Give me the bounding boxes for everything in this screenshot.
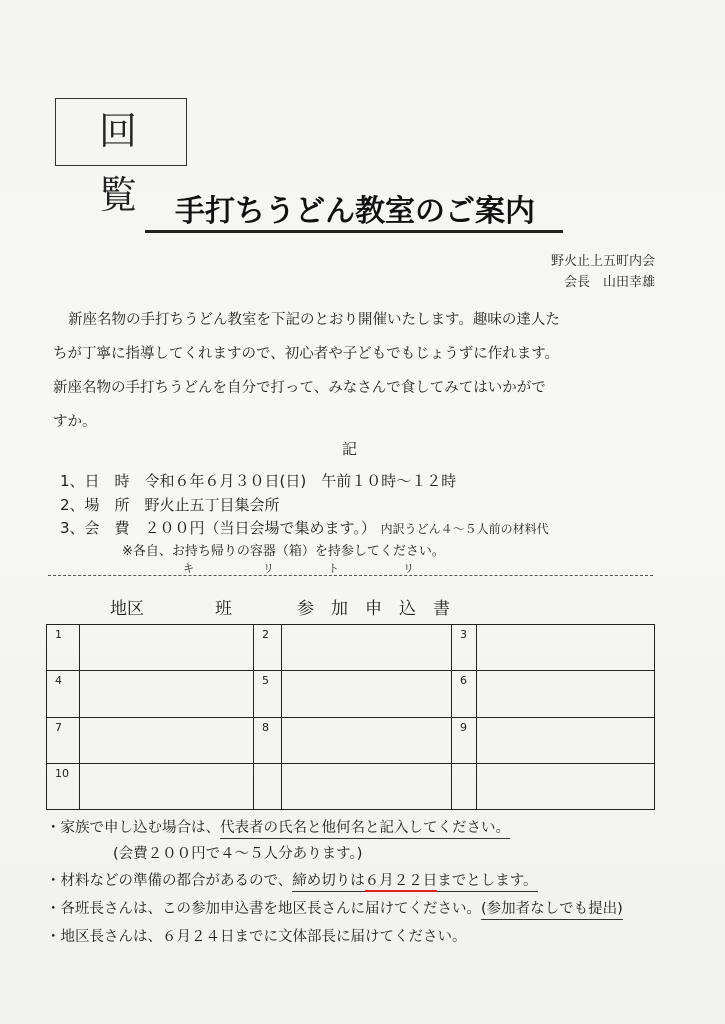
cell-number bbox=[254, 763, 282, 809]
cell-number: 2 bbox=[254, 625, 282, 671]
cell-number: 4 bbox=[47, 671, 80, 717]
name-cell[interactable] bbox=[282, 671, 452, 717]
cell-number: 3 bbox=[452, 625, 477, 671]
circulation-stamp: 回覧 bbox=[55, 98, 187, 166]
intro-line: 新座名物の手打ちうどん教室を下記のとおり開催いたします。趣味の達人た bbox=[68, 312, 560, 328]
name-cell[interactable] bbox=[80, 625, 254, 671]
name-cell[interactable] bbox=[282, 625, 452, 671]
intro-line: ちが丁寧に指導してくれますので、初心者や子どもでもじょうずに作れます。 bbox=[53, 346, 560, 362]
name-cell[interactable] bbox=[80, 717, 254, 763]
fee-main: 3、会 費 ２００円（当日会場で集めます。） bbox=[60, 519, 376, 537]
cut-char: キ bbox=[183, 562, 194, 575]
name-cell[interactable] bbox=[477, 763, 655, 809]
cut-line bbox=[48, 575, 653, 576]
item-fee bbox=[60, 517, 549, 538]
name-cell[interactable] bbox=[477, 625, 655, 671]
bullet-group-leader-text: ・各班長さんは、この参加申込書を地区長さんに届けてください。 bbox=[46, 901, 481, 917]
district-label: 地区 bbox=[110, 599, 144, 619]
bullet-deadline-prefix: ・材料などの準備の都合があるので、 bbox=[46, 873, 293, 889]
president-name: 会長 山田幸雄 bbox=[563, 275, 655, 290]
name-cell[interactable] bbox=[477, 717, 655, 763]
name-cell[interactable] bbox=[282, 717, 452, 763]
container-note: ※各自、お持ち帰りの容器（箱）を持参してください。 bbox=[122, 544, 445, 559]
cell-number bbox=[452, 763, 477, 809]
cell-number: 10 bbox=[47, 763, 80, 809]
deadline-label: 締め切りは bbox=[292, 873, 365, 892]
deadline-suffix: までとします。 bbox=[437, 873, 537, 892]
intro-line: すか。 bbox=[53, 414, 97, 430]
group-label: 班 bbox=[215, 599, 232, 619]
bullet-deadline bbox=[46, 869, 538, 890]
bullet-group-leader bbox=[46, 897, 623, 918]
cell-number: 8 bbox=[254, 717, 282, 763]
fee-breakdown: 内訳うどん４〜５人前の材料代 bbox=[380, 522, 549, 536]
cell-number: 6 bbox=[452, 671, 477, 717]
name-cell[interactable] bbox=[477, 671, 655, 717]
cut-char: リ bbox=[403, 562, 414, 575]
name-cell[interactable] bbox=[80, 763, 254, 809]
cell-number: 5 bbox=[254, 671, 282, 717]
item-place: 2、場 所 野火止五丁目集会所 bbox=[60, 496, 280, 514]
intro-line: 新座名物の手打ちうどんを自分で打って、みなさんで食してみてはいかがで bbox=[53, 380, 546, 396]
bullet-family bbox=[46, 816, 510, 837]
bullet-group-leader-note: (参加者なしでも提出) bbox=[481, 901, 623, 920]
document-title: 手打ちうどん教室のご案内 bbox=[175, 194, 535, 229]
title-underline bbox=[145, 230, 563, 233]
association-name: 野火止上五町内会 bbox=[550, 254, 655, 269]
application-heading: 参 加 申 込 書 bbox=[297, 599, 450, 619]
cut-char: リ bbox=[263, 562, 274, 575]
name-cell[interactable] bbox=[282, 763, 452, 809]
ki-heading: 記 bbox=[342, 440, 358, 458]
deadline-date: ６月２２日 bbox=[365, 873, 438, 892]
bullet-family-fee: (会費２００円で４〜５人分あります。) bbox=[113, 846, 363, 862]
intro-paragraph bbox=[53, 303, 653, 439]
bullet-district-leader: ・地区長さんは、６月２４日までに文体部長に届けてください。 bbox=[46, 929, 467, 945]
cell-number: 7 bbox=[47, 717, 80, 763]
name-cell[interactable] bbox=[80, 671, 254, 717]
cut-char: ト bbox=[328, 562, 339, 575]
cell-number: 1 bbox=[47, 625, 80, 671]
cell-number: 9 bbox=[452, 717, 477, 763]
item-date: 1、日 時 令和６年６月３０日(日) 午前１０時〜１２時 bbox=[60, 472, 457, 490]
bullet-family-prefix: ・家族で申し込む場合は、 bbox=[46, 820, 220, 836]
bullet-family-underlined: 代表者の氏名と他何名と記入してください。 bbox=[220, 820, 510, 839]
application-table bbox=[46, 624, 655, 810]
